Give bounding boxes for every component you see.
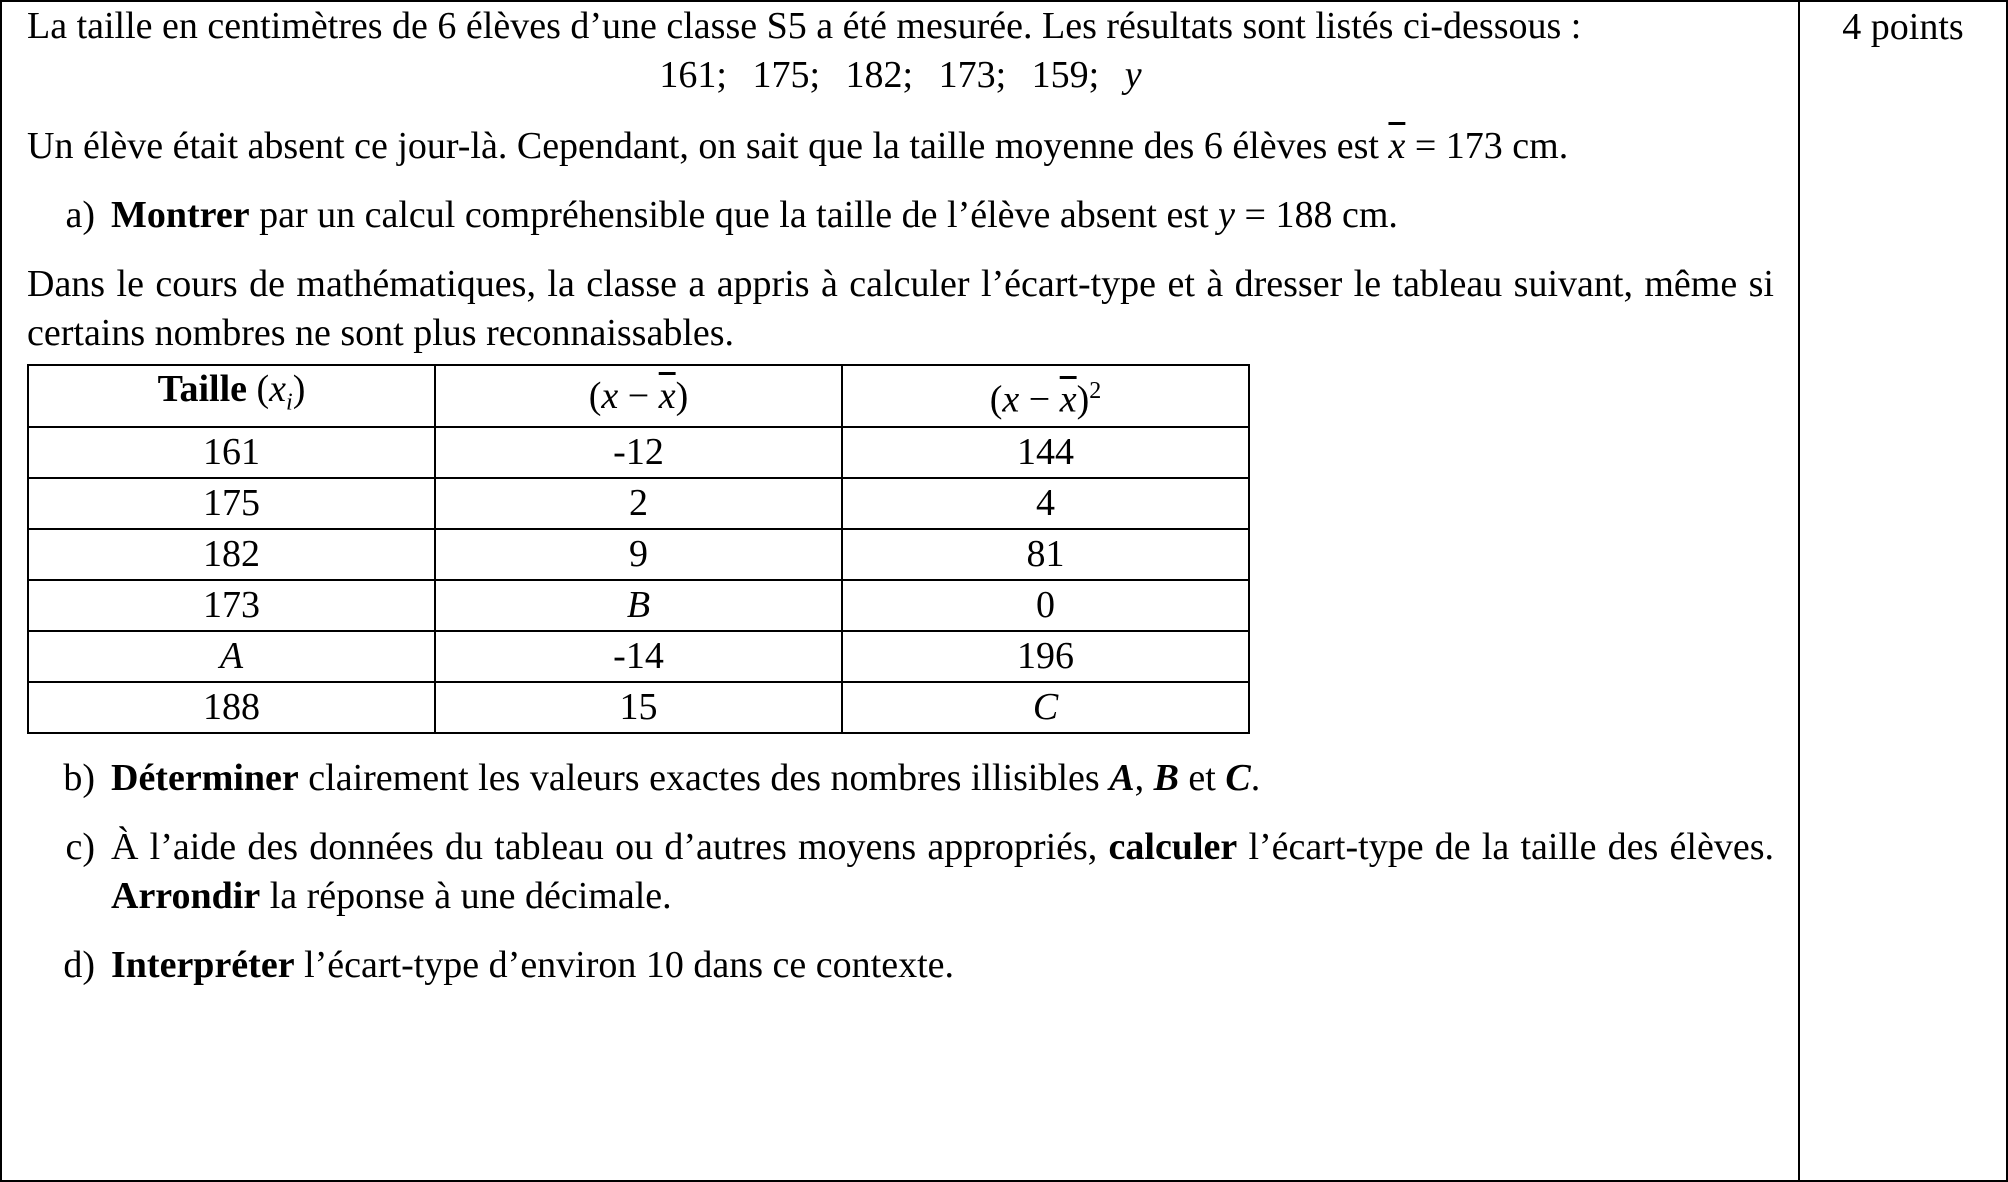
column-divider — [1798, 0, 1800, 1182]
deviation-table — [27, 364, 1250, 734]
question-body: l’écart-type d’environ 10 dans ce contexte. — [304, 943, 954, 986]
mean-symbol: $\overline{x}$ — [1388, 125, 1406, 167]
table-cell: 0 — [842, 580, 1249, 631]
question-label: c) — [65, 825, 95, 868]
header-squared-deviation: $(x - \overline{x})^2$ — [842, 365, 1249, 427]
table-cell: 175 — [28, 478, 435, 529]
table-row — [28, 682, 1249, 733]
question-a — [27, 191, 1774, 240]
table-cell: 81 — [842, 529, 1249, 580]
table-cell: 161 — [28, 427, 435, 478]
question-body: À l’aide des données du tableau ou d’autres moyens appropriés, — [111, 825, 1098, 868]
question-label: d) — [63, 943, 95, 986]
question-verb: Montrer — [111, 194, 250, 236]
height-value: 175; — [752, 54, 821, 96]
height-unknown: y — [1124, 54, 1142, 96]
heights-list — [27, 51, 1774, 100]
question-label: a) — [65, 194, 95, 236]
header-height-label: Taille — [157, 368, 248, 410]
table-header-row — [28, 365, 1249, 427]
mean-value: = 173 cm. — [1414, 125, 1569, 167]
height-value: 161; — [659, 54, 727, 96]
header-height-var: $(x_i)$ — [256, 368, 306, 416]
question-body: clairement les valeurs exactes des nombres illisibles — [308, 756, 1100, 799]
question-verb: calculer — [1108, 825, 1238, 868]
question-d — [27, 941, 1774, 990]
table-row — [28, 478, 1249, 529]
question-text — [111, 191, 1774, 240]
exercise-content — [27, 2, 1774, 990]
table-row — [28, 580, 1249, 631]
table-cell: -14 — [435, 631, 842, 682]
table-row — [28, 631, 1249, 682]
height-value: 182; — [845, 54, 914, 96]
height-value: 173; — [938, 54, 1007, 96]
intro-text: La taille en centimètres de 6 élèves d’une classe S5 a été mesurée. Les résultats sont listés ci-dessous : — [27, 5, 1582, 47]
var-b: B — [1153, 756, 1179, 799]
question-verb: Déterminer — [111, 756, 299, 799]
table-cell: 173 — [28, 580, 435, 631]
table-cell: 9 — [435, 529, 842, 580]
table-cell: 2 — [435, 478, 842, 529]
absent-text — [27, 122, 1774, 171]
question-c — [27, 823, 1774, 921]
separator: , — [1134, 756, 1145, 799]
question-text — [111, 823, 1774, 921]
header-deviation: $(x - \overline{x})$ — [435, 365, 842, 427]
table-cell-unknown-b: B — [435, 580, 842, 631]
table-cell: -12 — [435, 427, 842, 478]
absent-sentence: Un élève était absent ce jour-là. Cependant, on sait que la taille moyenne des 6 élèves est — [27, 125, 1379, 167]
question-b — [27, 754, 1774, 803]
var-c: C — [1225, 756, 1251, 799]
question-body: l’écart-type de la taille des élèves. — [1248, 825, 1774, 868]
question-text — [111, 941, 1774, 990]
var-y: y — [1218, 194, 1236, 236]
period: . — [1250, 756, 1261, 799]
table-cell-unknown-a: A — [28, 631, 435, 682]
table-cell: 196 — [842, 631, 1249, 682]
question-verb: Arrondir — [111, 874, 261, 917]
separator: et — [1188, 756, 1216, 799]
table-cell: 144 — [842, 427, 1249, 478]
table-row — [28, 427, 1249, 478]
table-cell: 188 — [28, 682, 435, 733]
height-value: 159; — [1031, 54, 1100, 96]
points-label: 4 points — [1842, 6, 1964, 48]
table-intro-text: Dans le cours de mathématiques, la classe a appris à calculer l’écart-type et à dresser le tableau suivant, même si certains nombres ne sont plus reconnaissables. — [27, 263, 1774, 354]
question-verb: Interpréter — [111, 943, 295, 986]
question-body: la réponse à une décimale. — [269, 874, 672, 917]
y-value: = 188 cm. — [1244, 194, 1398, 236]
question-label: b) — [63, 756, 95, 799]
question-text — [111, 754, 1774, 803]
table-cell-unknown-c: C — [842, 682, 1249, 733]
table-cell: 15 — [435, 682, 842, 733]
var-a: A — [1109, 756, 1135, 799]
table-cell: 182 — [28, 529, 435, 580]
table-row — [28, 529, 1249, 580]
table-cell: 4 — [842, 478, 1249, 529]
question-body: par un calcul compréhensible que la taille de l’élève absent est — [259, 194, 1209, 236]
header-height — [28, 365, 435, 427]
